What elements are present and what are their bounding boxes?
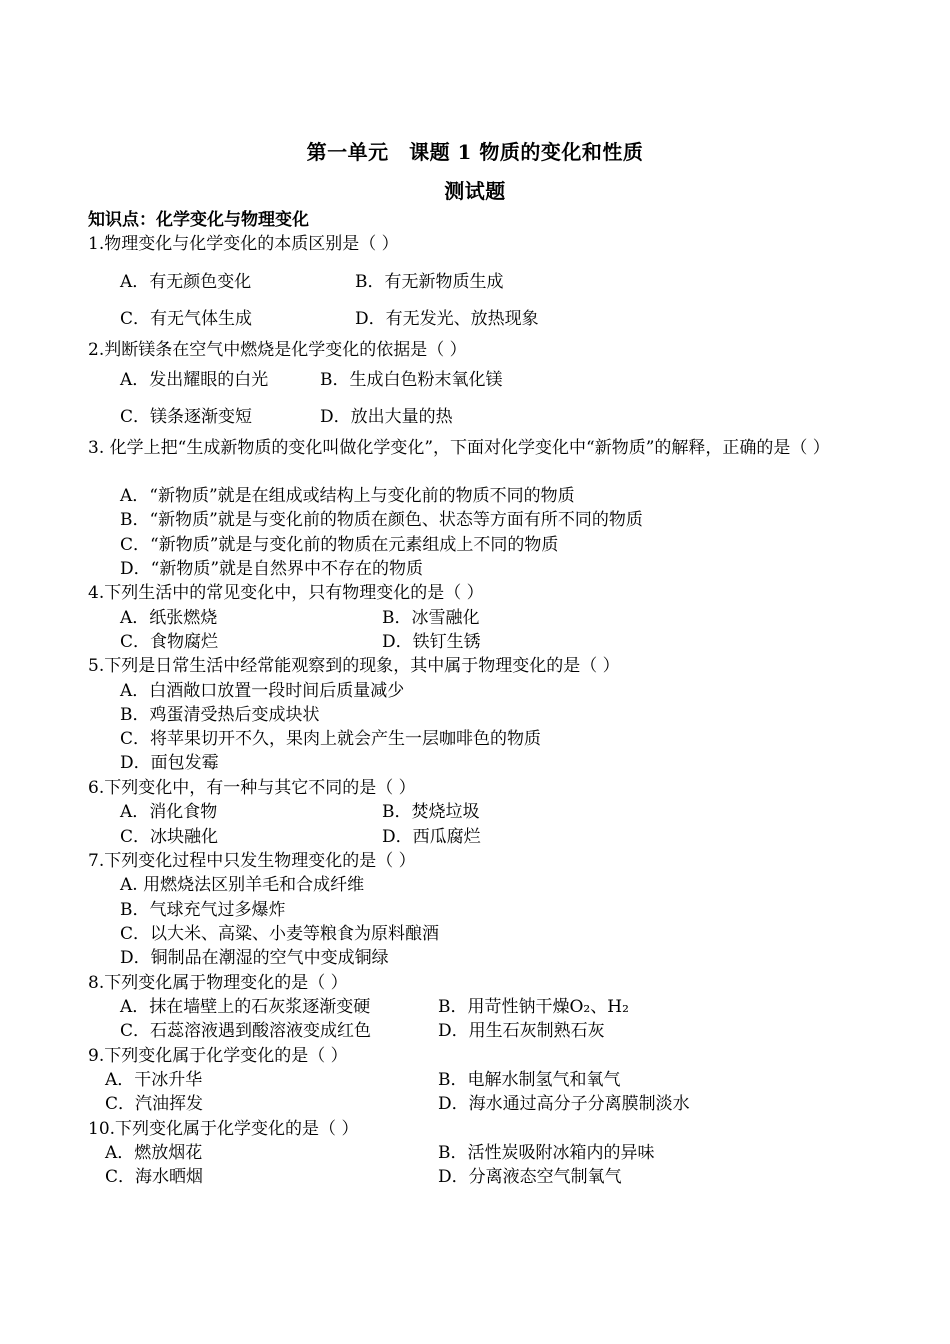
option: C．石蕊溶液遇到酸溶液变成红色 [120,1021,372,1041]
option: D．铜制品在潮湿的空气中变成铜绿 [120,948,389,968]
question-stem: 1.物理变化与化学变化的本质区别是（ ） [88,234,399,254]
question-stem: 4.下列生活中的常见变化中，只有物理变化的是（ ） [88,583,484,603]
question-stem: 8.下列变化属于物理变化的是（ ） [88,973,348,993]
option: A．纸张燃烧 [120,608,218,628]
option: A．干冰升华 [105,1070,203,1090]
option: C．海水晒烟 [105,1167,204,1187]
question-stem: 10.下列变化属于化学变化的是（ ） [88,1119,359,1139]
option: B．冰雪融化 [382,608,480,628]
option: A．燃放烟花 [105,1143,203,1163]
option: A．发出耀眼的白光 [120,370,269,390]
option: C．以大米、高粱、小麦等粮食为原料酿酒 [120,924,440,944]
option: A．白酒敞口放置一段时间后质量减少 [120,681,405,701]
option: B．气球充气过多爆炸 [120,900,286,920]
option: B．焚烧垃圾 [382,802,480,822]
question-stem: 9.下列变化属于化学变化的是（ ） [88,1046,348,1066]
question-stem: 3. 化学上把“生成新物质的变化叫做化学变化”，下面对化学变化中“新物质”的解释，正确的是（ ） [88,438,830,458]
option: D．西瓜腐烂 [382,827,481,847]
question-stem: 6.下列变化中，有一种与其它不同的是（ ） [88,778,416,798]
option: D．“新物质”就是自然界中不存在的物质 [120,559,424,579]
option: C．“新物质”就是与变化前的物质在元素组成上不同的物质 [120,535,559,555]
option: D．放出大量的热 [320,407,453,427]
option: B．有无新物质生成 [355,272,504,292]
option: C．食物腐烂 [120,632,219,652]
option: D．用生石灰制熟石灰 [438,1021,605,1041]
option: C．汽油挥发 [105,1094,204,1114]
option: C．将苹果切开不久，果肉上就会产生一层咖啡色的物质 [120,729,542,749]
option: A．“新物质”就是在组成或结构上与变化前的物质不同的物质 [120,486,575,506]
option: B．用苛性钠干燥O₂、H₂ [438,997,629,1017]
option: A. 用燃烧法区别羊毛和合成纤维 [120,875,365,895]
page-title: 第一单元 课题 1 物质的变化和性质 [306,140,644,164]
question-stem: 2.判断镁条在空气中燃烧是化学变化的依据是（ ） [88,340,467,360]
option: B．活性炭吸附冰箱内的异味 [438,1143,655,1163]
option: B．“新物质”就是与变化前的物质在颜色、状态等方面有所不同的物质 [120,510,643,530]
option: D．铁钉生锈 [382,632,481,652]
option: C．有无气体生成 [120,309,253,329]
option: D．有无发光、放热现象 [355,309,539,329]
option: B．鸡蛋清受热后变成块状 [120,705,320,725]
option: B．生成白色粉末氧化镁 [320,370,503,390]
option: A．消化食物 [120,802,218,822]
option: A．有无颜色变化 [120,272,252,292]
question-stem: 5.下列是日常生活中经常能观察到的现象，其中属于物理变化的是（ ） [88,656,620,676]
question-stem: 7.下列变化过程中只发生物理变化的是（ ） [88,851,416,871]
option: A．抹在墙壁上的石灰浆逐渐变硬 [120,997,371,1017]
option: C．镁条逐渐变短 [120,407,253,427]
option: D．海水通过高分子分离膜制淡水 [438,1094,690,1114]
option: C．冰块融化 [120,827,219,847]
page-subtitle: 测试题 [444,179,506,203]
option: D．分离液态空气制氧气 [438,1167,622,1187]
section-heading: 知识点：化学变化与物理变化 [88,210,309,230]
option: D．面包发霉 [120,753,219,773]
option: B．电解水制氢气和氧气 [438,1070,621,1090]
